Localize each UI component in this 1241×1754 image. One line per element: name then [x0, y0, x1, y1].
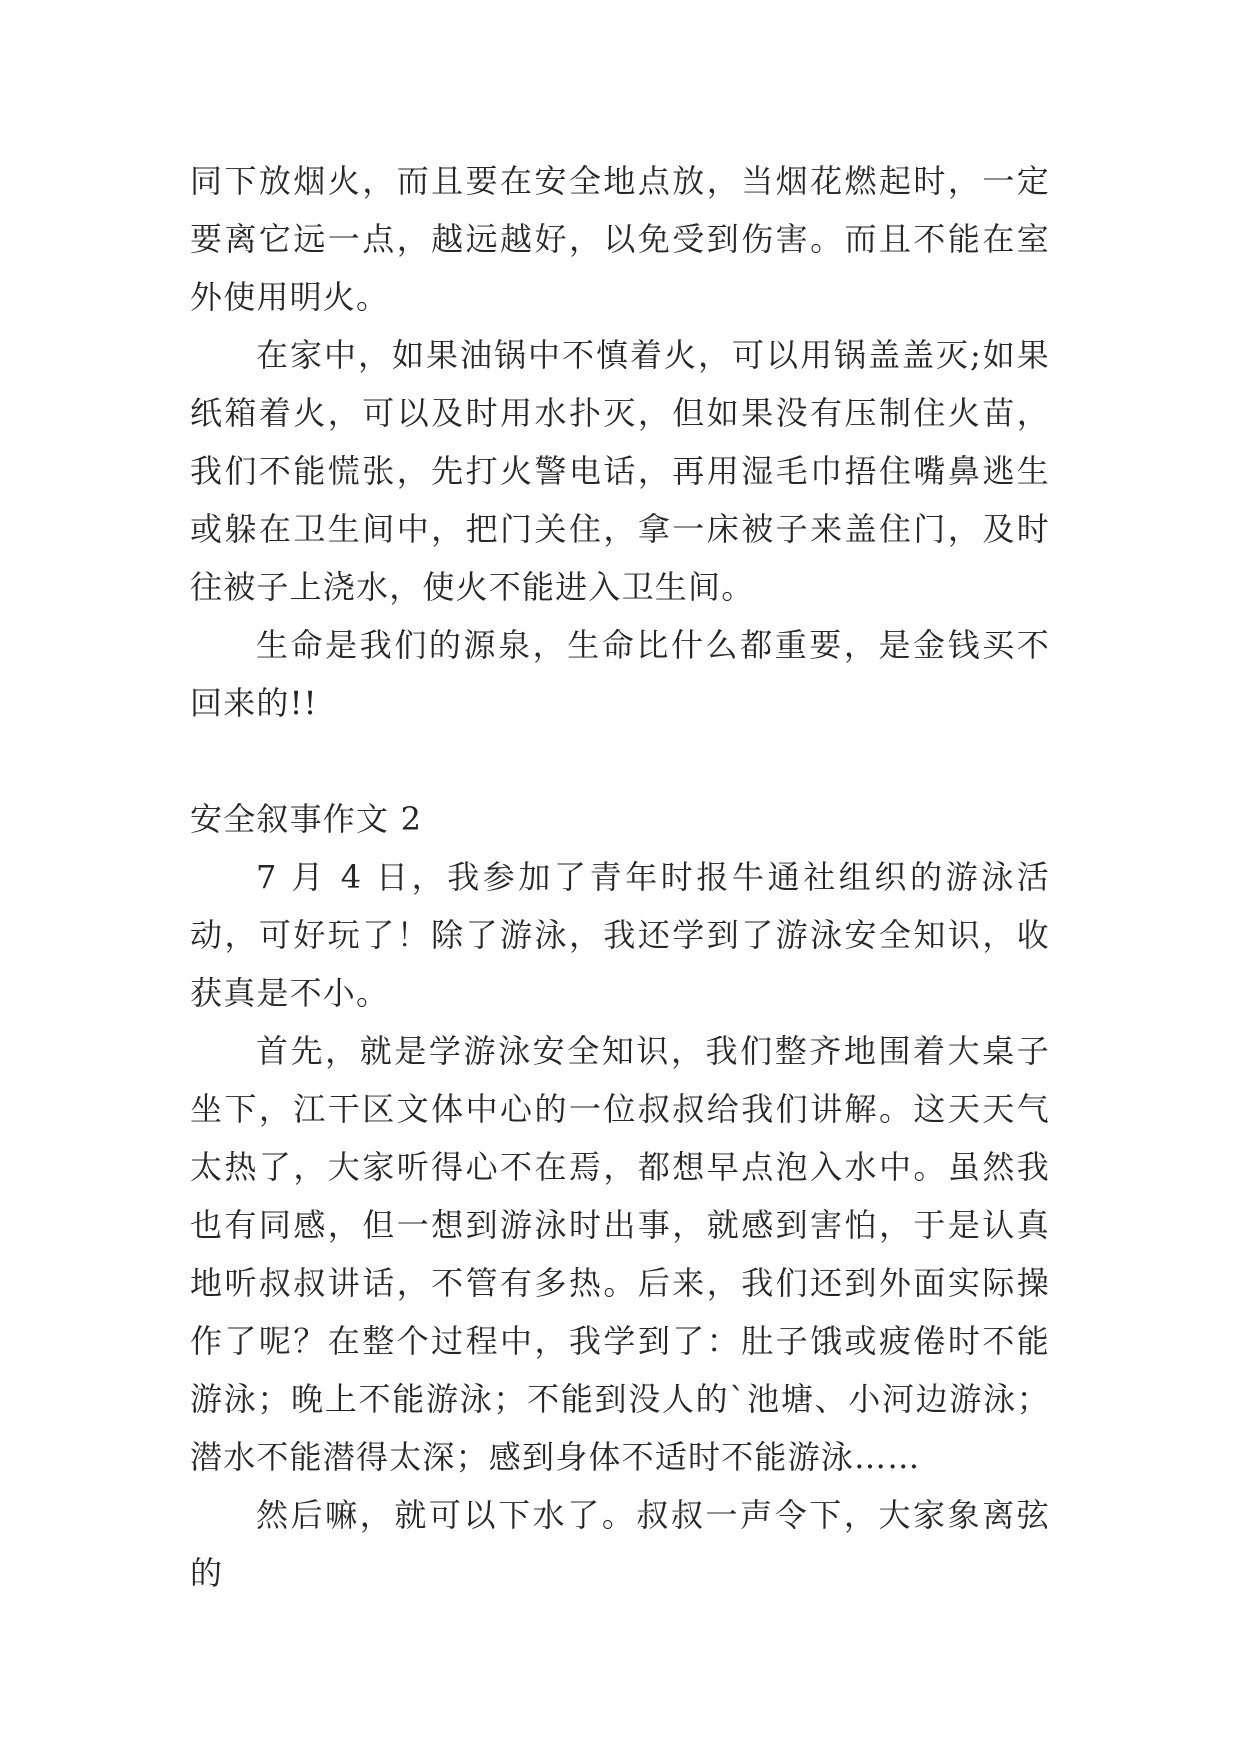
paragraph-fireworks-continuation: 同下放烟火，而且要在安全地点放，当烟花燃起时，一定要离它远一点，越远越好，以免受到伤害。而且不能在室外使用明火。: [190, 162, 1050, 316]
paragraph-into-water: 然后嘛，就可以下水了。叔叔一声令下，大家象离弦的: [190, 1496, 1050, 1592]
paragraph-home-fire: 在家中，如果油锅中不慎着火，可以用锅盖盖灭;如果纸箱着火，可以及时用水扑灭，但如果没有压制住火苗，我们不能慌张，先打火警电话，再用湿毛巾捂住嘴鼻逃生或躲在卫生间中，把门关住，拿一床被子来盖住门，及时往被子上浇水，使火不能进入卫生间。: [190, 336, 1050, 606]
paragraph-swimming-activity: 7 月 4 日，我参加了青年时报牛通社组织的游泳活动，可好玩了！除了游泳，我还学到了游泳安全知识，收获真是不小。: [190, 858, 1050, 1012]
paragraph-safety-knowledge: 首先，就是学游泳安全知识，我们整齐地围着大桌子坐下，江干区文体中心的一位叔叔给我们讲解。这天天气太热了，大家听得心不在焉，都想早点泡入水中。虽然我也有同感，但一想到游泳时出事，就感到害怕，于是认真地听叔叔讲话，不管有多热。后来，我们还到外面实际操作了呢？在整个过程中，我学到了：肚子饿或疲倦时不能游泳；晚上不能游泳；不能到没人的`池塘、小河边游泳；潜水不能潜得太深；感到身体不适时不能游泳……: [190, 1032, 1050, 1476]
section-title: 安全叙事作文 2: [190, 800, 423, 838]
document-body: [190, 152, 1050, 1602]
paragraph-life-importance: 生命是我们的源泉，生命比什么都重要，是金钱买不回来的!!: [190, 626, 1050, 722]
